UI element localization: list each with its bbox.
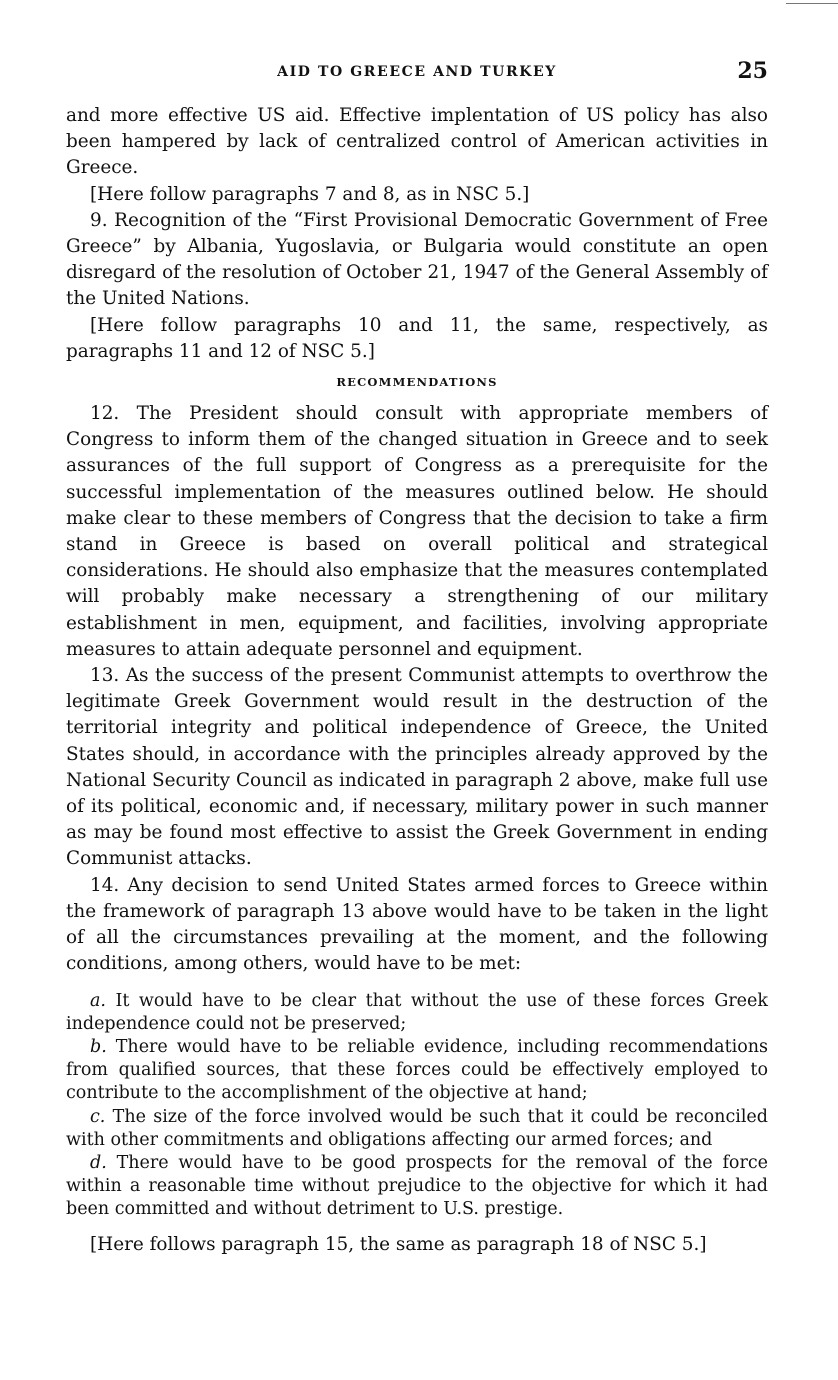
condition-c <box>66 1106 768 1152</box>
condition-a-text: It would have to be clear that without the use of these forces Greek independence could not be preserved; <box>66 990 768 1034</box>
condition-a <box>66 990 768 1036</box>
scan-edge-rule <box>786 3 838 4</box>
paragraph-9: 9. Recognition of the “First Provisional Democratic Government of Free Greece” by Albania, Yugoslavia, or Bulgaria would constitute an open disregard of the resolution of October 21, 1947 of the General Assembly of the United Nations. <box>66 209 768 310</box>
note-paragraphs-10-11: [Here follow paragraphs 10 and 11, the same, respectively, as paragraphs 11 and 12 of NSC 5.] <box>66 314 768 362</box>
paragraph-continuation: and more effective US aid. Effective implentation of US policy has also been hampered by lack of centralized control of American activities in Greece. <box>66 105 768 179</box>
condition-d-letter: d. <box>90 1152 107 1173</box>
paragraph-12: 12. The President should consult with appropriate members of Congress to inform them of the changed situation in Greece and to seek assurances of the full support of Congress as a prerequisite for the successful implementation of the measures outlined below. He should make clear to these members of Congress that the decision to take a firm stand in Greece is based on overall political and strategical considerations. He should also emphasize that the measures contemplated will probably make necessary a strengthening of our military establishment in men, equipment, and facilities, involving appropriate measures to attain adequate personnel and equipment. <box>66 403 768 660</box>
paragraph-13: 13. As the success of the present Communist attempts to overthrow the legitimate Greek Government would result in the destruction of the territorial integrity and political independence of Greece, the United States should, in accordance with the principles already approved by the National Security Council as indicated in paragraph 2 above, make full use of its political, economic and, if necessary, military power in such manner as may be found most effective to assist the Greek Government in ending Communist attacks. <box>66 665 768 870</box>
condition-d <box>66 1152 768 1222</box>
condition-c-letter: c. <box>90 1106 106 1127</box>
paragraph-14: 14. Any decision to send United States armed forces to Greece within the framework of paragraph 13 above would have to be taken in the light of all the circumstances prevailing at the moment, and the following conditions, among others, would have to be met: <box>66 874 768 975</box>
note-paragraphs-7-8: [Here follow paragraphs 7 and 8, as in NSC 5.] <box>90 183 530 205</box>
conditions-list <box>66 990 768 1222</box>
closing-note: [Here follows paragraph 15, the same as paragraph 18 of NSC 5.] <box>90 1233 707 1255</box>
condition-b-text: There would have to be reliable evidence, including recommendations from qualified sources, that these forces could be effectively employed to contribute to the accomplishment of the objective at hand; <box>66 1036 768 1104</box>
condition-c-text: The size of the force involved would be such that it could be reconciled with other commitments and obligations affecting our armed forces; and <box>66 1106 768 1150</box>
condition-b-letter: b. <box>90 1036 107 1057</box>
recommendations-heading: RECOMMENDATIONS <box>336 375 498 390</box>
condition-b <box>66 1036 768 1106</box>
condition-d-text: There would have to be good prospects for the removal of the force within a reasonable time without prejudice to the objective for which it had been committed and without detriment to U.S. prestige. <box>66 1152 768 1220</box>
condition-a-letter: a. <box>90 990 106 1011</box>
page-number: 25 <box>737 58 768 84</box>
body-text <box>66 103 768 1258</box>
running-head <box>66 58 768 88</box>
running-head-title: AID TO GREECE AND TURKEY <box>277 64 557 80</box>
